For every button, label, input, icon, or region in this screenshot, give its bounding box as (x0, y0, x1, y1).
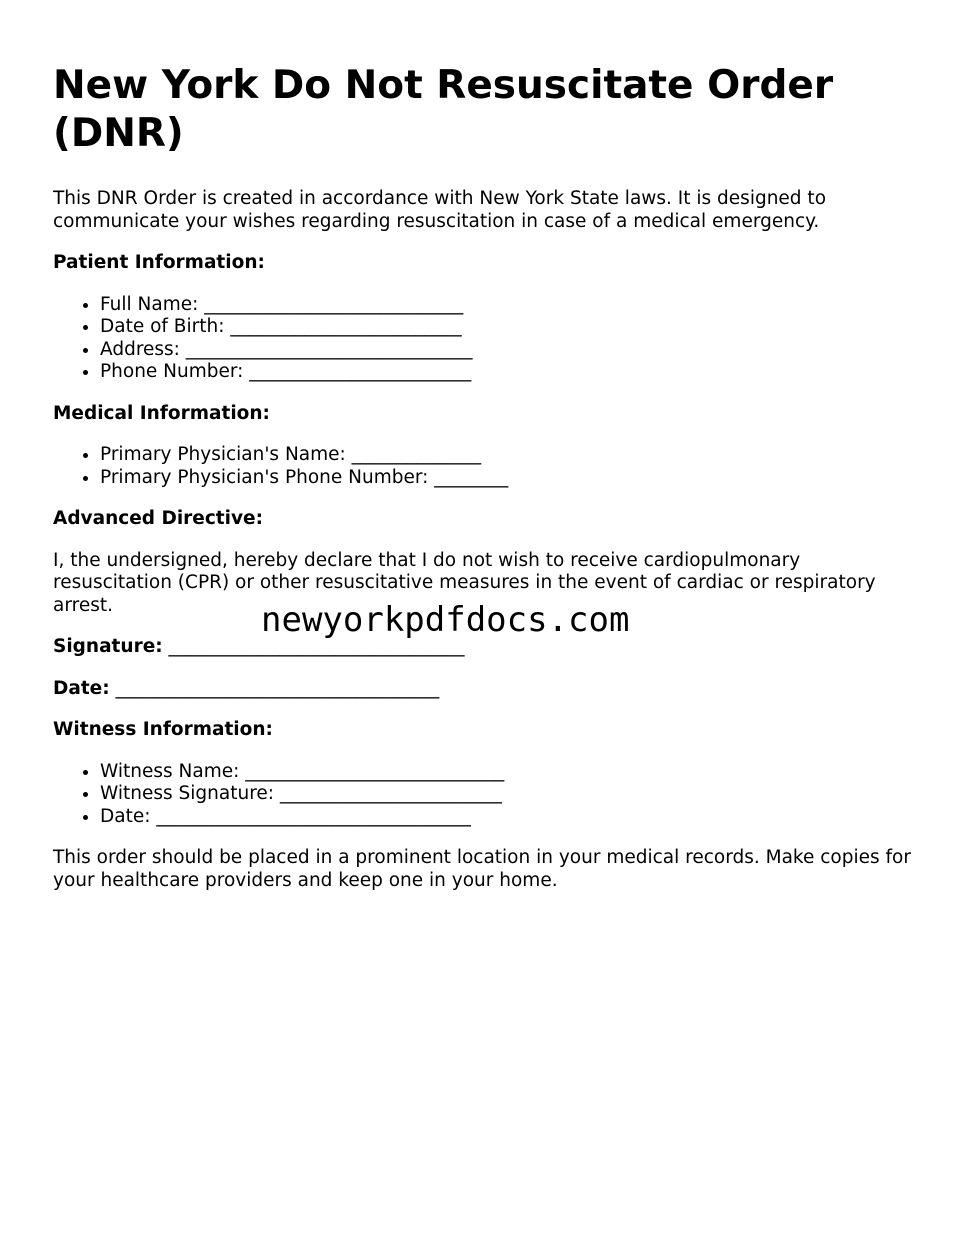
medical-info-list (53, 444, 913, 489)
watermark-text: newyorkpdfdocs.com (261, 600, 630, 640)
advanced-directive-heading: Advanced Directive: (53, 508, 263, 529)
closing-paragraph: This order should be placed in a prominent location in your medical records. Make copies for your healthcare providers and keep one in your home. (53, 847, 911, 891)
patient-phone-field: • Phone Number: ________________________ (100, 361, 913, 384)
advanced-directive-text: I, the undersigned, hereby declare that I do not wish to receive cardiopulmonary resuscitation (CPR) or other resuscitative measures in the event of cardiac or respiratory arrest. (53, 549, 876, 616)
signature-blank: ________________________________ (168, 636, 465, 657)
page-title: New York Do Not Resuscitate Order (DNR) (53, 63, 834, 156)
intro-paragraph: This DNR Order is created in accordance with New York State laws. It is designed to communicate your wishes regarding resuscitation in case of a medical emergency. (53, 188, 827, 232)
patient-info-heading: Patient Information: (53, 252, 265, 273)
medical-info-heading: Medical Information: (53, 402, 270, 424)
patient-info-list (53, 294, 913, 384)
witness-info-heading: Witness Information: (53, 719, 273, 740)
witness-signature-field: • Witness Signature: ________________________ (100, 783, 913, 806)
patient-full-name-field: • Full Name: ____________________________ (100, 294, 913, 317)
patient-address-field: • Address: _______________________________ (100, 339, 913, 362)
witness-name-field: • Witness Name: ____________________________ (100, 761, 913, 784)
physician-phone-field: • Primary Physician's Phone Number: ________ (100, 467, 913, 490)
date-label: Date: (53, 677, 110, 699)
patient-dob-field: • Date of Birth: _________________________ (100, 316, 913, 339)
date-blank: ___________________________________ (115, 677, 440, 699)
physician-name-field: • Primary Physician's Name: ______________ (100, 444, 913, 467)
date-line (53, 678, 913, 701)
witness-info-list (53, 761, 913, 829)
signature-label: Signature: (53, 636, 163, 657)
witness-date-field: • Date: __________________________________ (100, 806, 913, 829)
document-page (53, 62, 913, 892)
